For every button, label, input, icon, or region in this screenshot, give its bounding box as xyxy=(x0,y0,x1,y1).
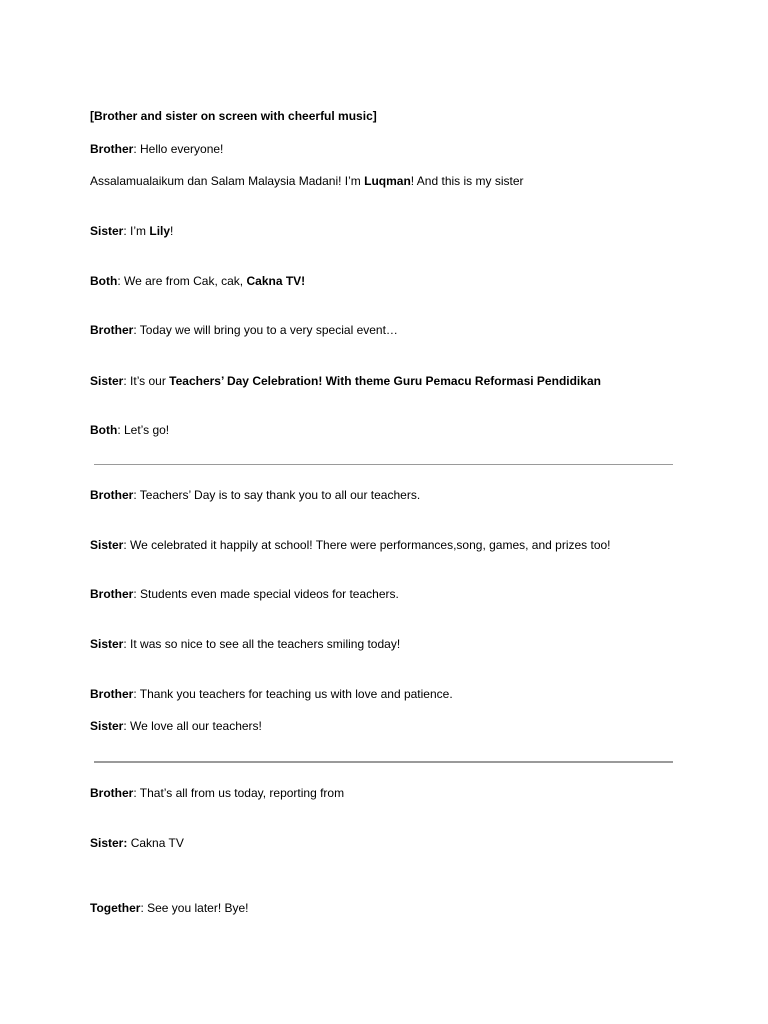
dialogue-text: : Thank you teachers for teaching us with love and patience. xyxy=(133,687,453,701)
dialogue-text: : Students even made special videos for teachers. xyxy=(133,587,399,601)
dialogue-text: : Teachers’ Day is to say thank you to all our teachers. xyxy=(133,488,421,502)
dialogue-text: Cakna TV xyxy=(127,836,184,850)
speaker-label: Sister xyxy=(90,637,124,651)
scene-heading: [Brother and sister on screen with cheerful music] xyxy=(90,109,377,123)
dialogue-text: : It’s our xyxy=(123,374,170,388)
dialogue-text: ! And this is my sister xyxy=(410,174,524,188)
speaker-label: Brother xyxy=(90,488,134,502)
dialogue-line xyxy=(90,323,398,337)
event-highlight: Teachers’ Day Celebration! With theme Guru Pemacu Reformasi Pendidikan xyxy=(169,374,601,388)
speaker-label: Sister xyxy=(90,224,124,238)
dialogue-text: ! xyxy=(170,224,174,238)
dialogue-text: : That’s all from us today, reporting from xyxy=(133,786,345,800)
speaker-label: Brother xyxy=(90,587,134,601)
speaker-label: Sister xyxy=(90,374,124,388)
speaker-label: Both xyxy=(90,274,118,288)
speaker-label: Together xyxy=(90,901,141,915)
channel-highlight: Cakna TV! xyxy=(246,274,306,288)
dialogue-line xyxy=(90,687,453,701)
speaker-label: Sister xyxy=(90,538,124,552)
dialogue-text: : Today we will bring you to a very special event… xyxy=(133,323,398,337)
dialogue-text: : We are from Cak, cak, xyxy=(117,274,247,288)
dialogue-line xyxy=(90,587,399,601)
section-divider xyxy=(94,761,673,763)
dialogue-text: : Let’s go! xyxy=(117,423,170,437)
name-highlight: Lily xyxy=(149,224,171,238)
dialogue-line xyxy=(90,224,173,238)
speaker-label: Sister: xyxy=(90,836,128,850)
dialogue-line xyxy=(90,274,305,288)
speaker-label: Brother xyxy=(90,687,134,701)
dialogue-text: : See you later! Bye! xyxy=(140,901,249,915)
dialogue-text: : It was so nice to see all the teachers smiling today! xyxy=(123,637,401,651)
dialogue-text: : We celebrated it happily at school! There were performances,song, games, and prizes too! xyxy=(123,538,611,552)
dialogue-line xyxy=(90,901,249,915)
dialogue-line xyxy=(90,174,524,188)
dialogue-line xyxy=(90,423,169,437)
dialogue-line xyxy=(90,142,223,156)
dialogue-line xyxy=(90,488,420,502)
dialogue-text: : Hello everyone! xyxy=(133,142,224,156)
speaker-label: Brother xyxy=(90,323,134,337)
speaker-label: Brother xyxy=(90,786,134,800)
dialogue-text: : We love all our teachers! xyxy=(123,719,262,733)
dialogue-line xyxy=(90,538,611,552)
dialogue-line xyxy=(90,637,400,651)
dialogue-line xyxy=(90,374,601,388)
section-divider xyxy=(94,464,673,465)
dialogue-line xyxy=(90,786,344,800)
name-highlight: Luqman xyxy=(364,174,411,188)
speaker-label: Sister xyxy=(90,719,124,733)
speaker-label: Brother xyxy=(90,142,134,156)
dialogue-line xyxy=(90,836,184,850)
speaker-label: Both xyxy=(90,423,118,437)
dialogue-text: Assalamualaikum dan Salam Malaysia Madani! I’m xyxy=(90,174,365,188)
dialogue-line xyxy=(90,719,262,733)
dialogue-text: : I’m xyxy=(123,224,150,238)
